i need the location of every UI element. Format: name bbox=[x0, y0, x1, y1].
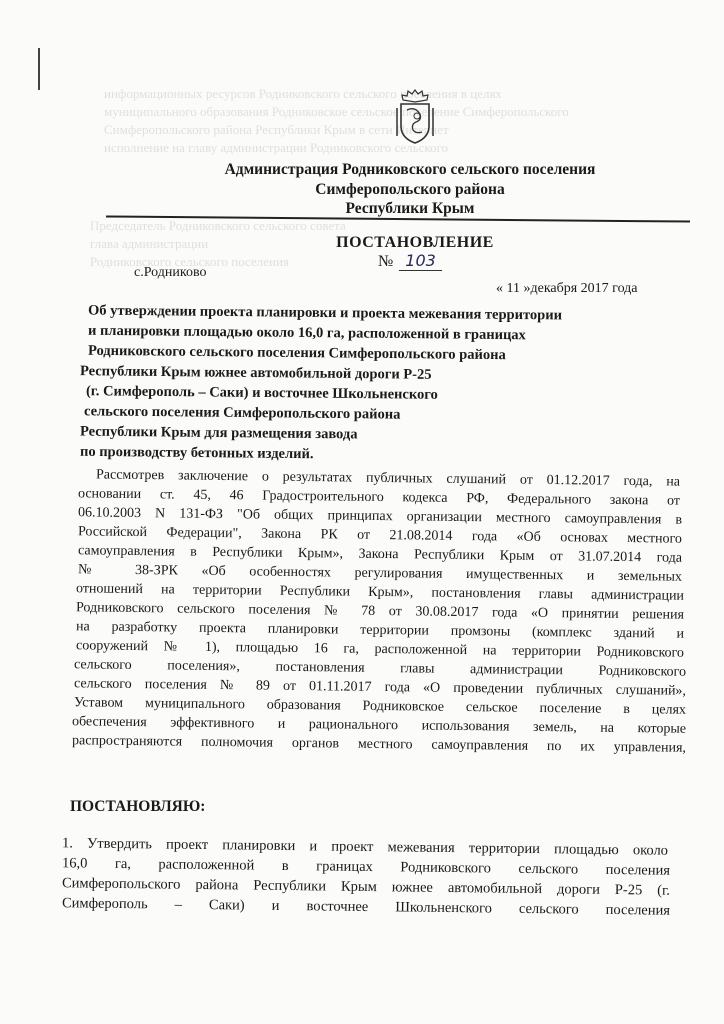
subject-line: Республики Крым южнее автомобильной дороги Р-25 bbox=[79, 363, 432, 383]
body-text-line: основании ст. 45, 46 Градостроительного кодекса РФ, Федерального закона от bbox=[77, 486, 681, 509]
body-text-line: на разработку проекта планировки территории промзоны (комплекс зданий и bbox=[75, 619, 685, 642]
bleed-through-text: муниципального образования Родниковское сельское поселение Симферопольского bbox=[104, 104, 569, 119]
subject-line: Республики Крым для размещения завода bbox=[79, 423, 358, 443]
bleed-through-text: информационных ресурсов Родниковского сельского поселения в целях bbox=[104, 86, 502, 101]
handwritten-number: 103 bbox=[399, 251, 442, 271]
margin-mark bbox=[38, 48, 40, 90]
decree-word: ПОСТАНОВЛЯЮ: bbox=[70, 798, 206, 815]
bleed-through-text: Симферопольского района Республики Крым в сети Интернет bbox=[104, 122, 449, 137]
item1-line: Симферополь – Саки) и восточнее Школьненского сельского поселения bbox=[61, 895, 671, 919]
body-text-line: № 38-ЗРК «Об особенностях регулирования имущественных и земельных bbox=[77, 562, 683, 585]
bleed-through-text: исполнение на главу администрации Родниковского сельского bbox=[104, 140, 449, 155]
body-text-line: Рассмотрев заключение о результатах публичных слушаний от 01.12.2017 года, на bbox=[95, 467, 681, 490]
body-text-line: Родниковского сельского поселения № 78 от 30.08.2017 года «О принятии решения bbox=[75, 600, 685, 623]
body-text-line: сооружений № 1), площадью 16 га, расположенной на территории Родниковского bbox=[75, 638, 685, 661]
body-text-line: сельского поселения № 89 от 01.11.2017 года «О проведении публичных слушаний», bbox=[73, 676, 687, 699]
body-text-line: Уставом муниципального образования Родниковское сельское поселение в целях bbox=[73, 695, 687, 718]
subject-line: и планировки площадью около 16,0 га, расположенной в границах bbox=[87, 322, 526, 344]
subject-line: Родниковского сельского поселения Симферопольского района bbox=[87, 342, 506, 364]
item1-line: Симферопольского района Республики Крым южнее автомобильной дороги Р-25 (г. bbox=[61, 875, 671, 899]
number-sign: № bbox=[378, 253, 394, 270]
bleed-through-text: Председатель Родниковского сельского совета bbox=[90, 218, 346, 233]
document-title: ПОСТАНОВЛЕНИЕ bbox=[336, 234, 494, 251]
org-name-line1: Администрация Родниковского сельского поселения bbox=[224, 161, 596, 178]
subject-line: Об утверждении проекта планировки и проекта межевания территории bbox=[87, 302, 563, 324]
coat-of-arms-icon bbox=[394, 86, 436, 146]
subject-line: (г. Симферополь – Саки) и восточнее Школьненского bbox=[85, 383, 438, 403]
subject-line: по производству бетонных изделий. bbox=[79, 443, 314, 463]
document-number bbox=[378, 251, 442, 271]
bleed-through-text: Родниковского сельского поселения bbox=[90, 254, 289, 269]
body-text-line: 06.10.2003 N 131-ФЗ "Об общих принципах организации местного самоуправления в bbox=[77, 505, 683, 528]
item1-line: 16,0 га, расположенной в границах Родниковского сельского поселения bbox=[61, 855, 671, 879]
org-name-line2: Симферопольского района bbox=[315, 181, 505, 198]
body-text-line: отношений на территории Республики Крым», постановления главы администрации bbox=[75, 581, 685, 604]
subject-line: сельского поселения Симферопольского района bbox=[83, 403, 401, 423]
item1-line: 1. Утвердить проект планировки и проект межевания территории площадью около bbox=[61, 835, 669, 859]
body-text-line: Российской Федерации", Закона РК от 21.08.2014 года «Об основах местного bbox=[77, 524, 683, 547]
body-text-line: сельского поселения», постановления главы администрации Родниковского bbox=[73, 657, 687, 680]
body-text-line: самоуправления в Республики Крым», Закона Республики Крым от 31.07.2014 года bbox=[77, 543, 683, 566]
document-place: с.Родниково bbox=[134, 265, 207, 280]
bleed-through-text: глава администрации bbox=[90, 236, 209, 251]
document-date: « 11 »декабря 2017 года bbox=[496, 281, 638, 296]
org-name-line3: Республики Крым bbox=[345, 200, 475, 217]
body-text-line: распространяются полномочия органов местного самоуправления по их управления, bbox=[71, 733, 687, 756]
body-text-line: обеспечения эффективного и рационального использования земель, на которые bbox=[71, 714, 687, 737]
